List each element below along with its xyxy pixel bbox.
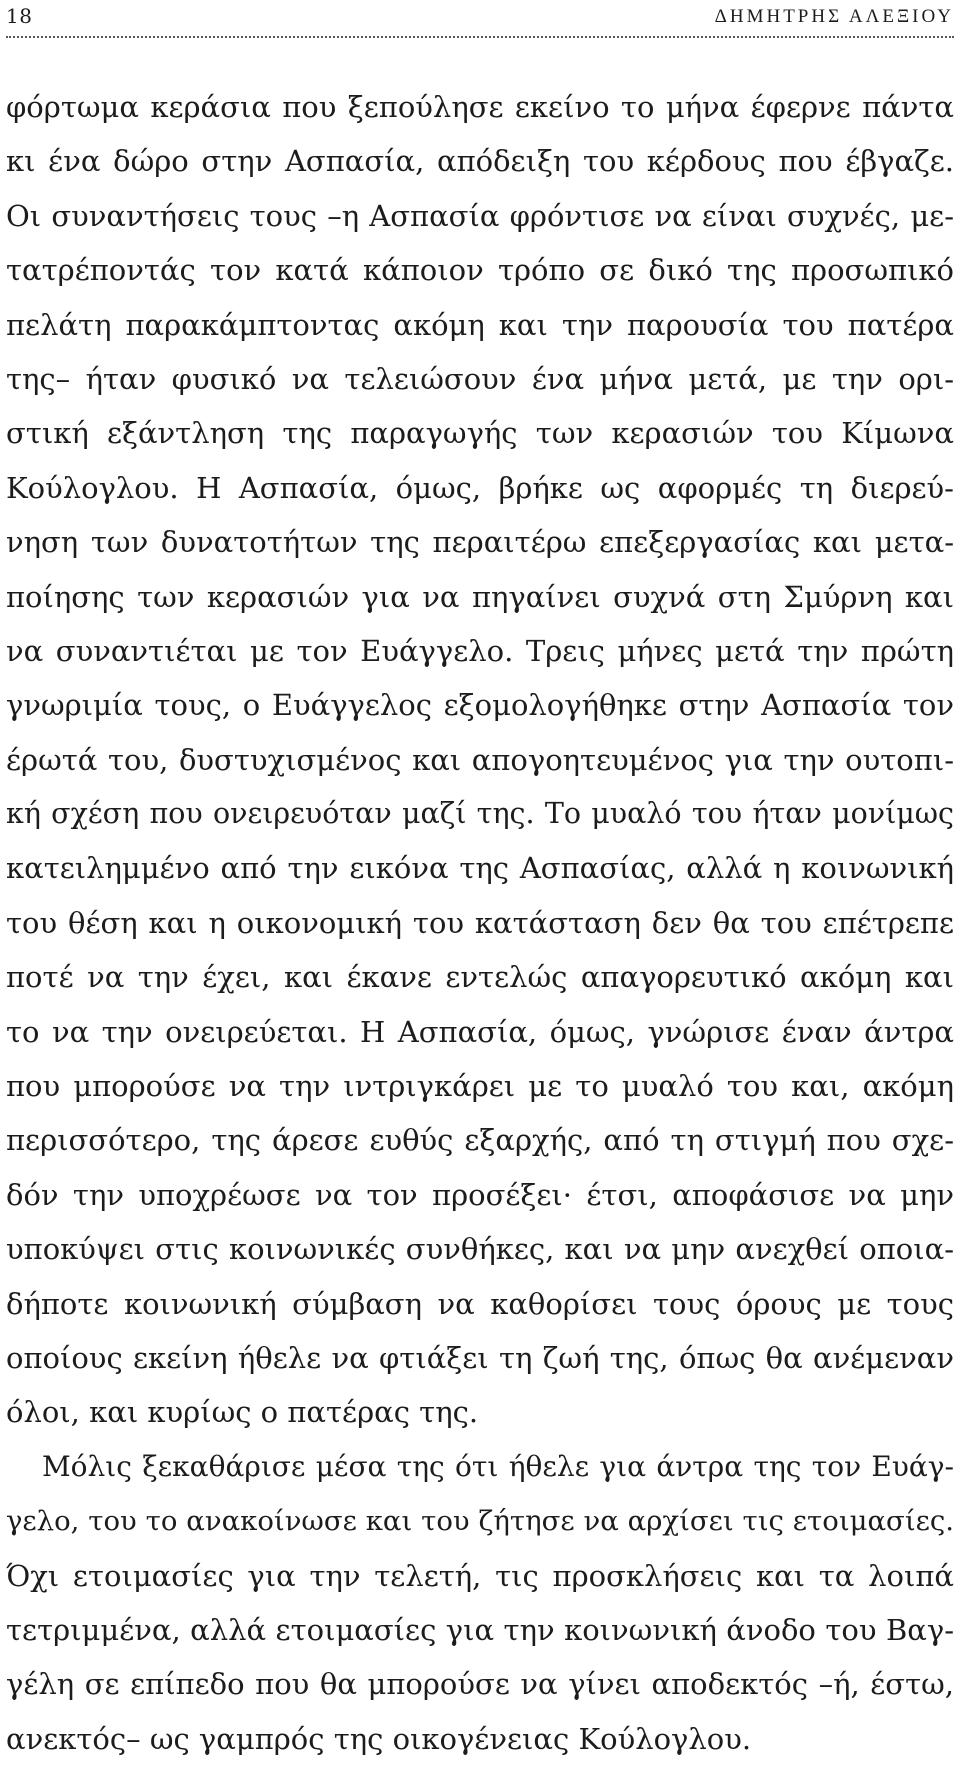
page-number: 18 — [6, 4, 33, 28]
text-line: τατρέποντάς τον κατά κάποιον τρόπο σε δικό της προσωπικό — [6, 253, 954, 288]
text-line: τετριμμένα, αλλά ετοιμασίες για την κοινωνική άνοδο του Βαγ- — [6, 1612, 954, 1647]
text-line: νηση των δυνατοτήτων της περαιτέρω επεξεργασίας και μετα- — [6, 525, 954, 560]
text-line: το να την ονειρεύεται. Η Ασπασία, όμως, γνώρισε έναν άντρα — [6, 1014, 954, 1049]
text-line: κι ένα δώρο στην Ασπασία, απόδειξη του κέρδους που έβγαζε. — [6, 144, 954, 179]
text-line: γνωριμία τους, ο Ευάγγελος εξομολογήθηκε στην Ασπασία τον — [6, 688, 954, 723]
running-head-author: ΔΗΜΗΤΡΗΣ ΑΛΕΞΙΟΥ — [714, 6, 954, 27]
text-line: δόν την υποχρέωσε να τον προσέξει· έτσι, αποφάσισε να μην — [6, 1177, 954, 1212]
text-line: να συναντιέται με τον Ευάγγελο. Τρεις μήνες μετά την πρώτη — [6, 633, 954, 668]
text-line: γελο, του το ανακοίνωσε και του ζήτησε να αρχίσει τις ετοιμασίες. — [6, 1505, 954, 1538]
paragraph-end-line: όλοι, και κυρίως ο πατέρας της. — [6, 1395, 479, 1430]
text-line: ποτέ να την έχει, και έκανε εντελώς απαγορευτικό ακόμη και — [6, 960, 954, 995]
text-line: φόρτωμα κεράσια που ξεπούλησε εκείνο το μήνα έφερνε πάντα — [6, 90, 954, 124]
text-line: Κούλογλου. Η Ασπασία, όμως, βρήκε ως αφορμές τη διερεύ- — [6, 470, 954, 505]
text-line: Όχι ετοιμασίες για την τελετή, τις προσκλήσεις και τα λοιπά — [6, 1558, 954, 1593]
text-line: περισσότερο, της άρεσε ευθύς εξαρχής, από τη στιγμή που σχε- — [6, 1123, 954, 1158]
text-line: κατειλημμένο από την εικόνα της Ασπασίας, αλλά η κοινωνική — [6, 851, 954, 886]
text-line: της– ήταν φυσικό να τελειώσουν ένα μήνα μετά, με την ορι- — [6, 361, 954, 396]
paragraph-end-line: ανεκτός– ως γαμπρός της οικογένειας Κούλογλου. — [6, 1721, 752, 1756]
text-line: γέλη σε επίπεδο που θα μπορούσε να γίνει αποδεκτός –ή, έστω, — [6, 1667, 954, 1702]
text-line: υποκύψει στις κοινωνικές συνθήκες, και να μην ανεχθεί οποια- — [6, 1232, 954, 1267]
text-line: στική εξάντληση της παραγωγής των κερασιών του Κίμωνα — [6, 416, 954, 451]
body-text — [6, 80, 954, 1766]
paragraph-start-line: Μόλις ξεκαθάρισε μέσα της ότι ήθελε για άντρα της τον Ευάγ- — [42, 1449, 954, 1483]
text-line: που μπορούσε να την ιντριγκάρει με το μυαλό του και, ακόμη — [6, 1069, 954, 1104]
text-line: έρωτά του, δυστυχισμένος και απογοητευμένος για την ουτοπι- — [6, 742, 954, 777]
text-line: οποίους εκείνη ήθελε να φτιάξει τη ζωή της, όπως θα ανέμεναν — [6, 1340, 954, 1375]
text-line: του θέση και η οικονομική του κατάσταση δεν θα του επέτρεπε — [6, 905, 954, 940]
text-line: Οι συναντήσεις τους –η Ασπασία φρόντισε να είναι συχνές, με- — [6, 198, 954, 233]
text-line: δήποτε κοινωνική σύμβαση να καθορίσει τους όρους με τους — [6, 1286, 954, 1321]
text-line: κή σχέση που ονειρευόταν μαζί της. Το μυαλό του ήταν μονίμως — [6, 797, 954, 831]
text-line: πελάτη παρακάμπτοντας ακόμη και την παρουσία του πατέρα — [6, 307, 954, 342]
running-header — [6, 0, 954, 38]
text-line: ποίησης των κερασιών για να πηγαίνει συχνά στη Σμύρνη και — [6, 579, 954, 614]
